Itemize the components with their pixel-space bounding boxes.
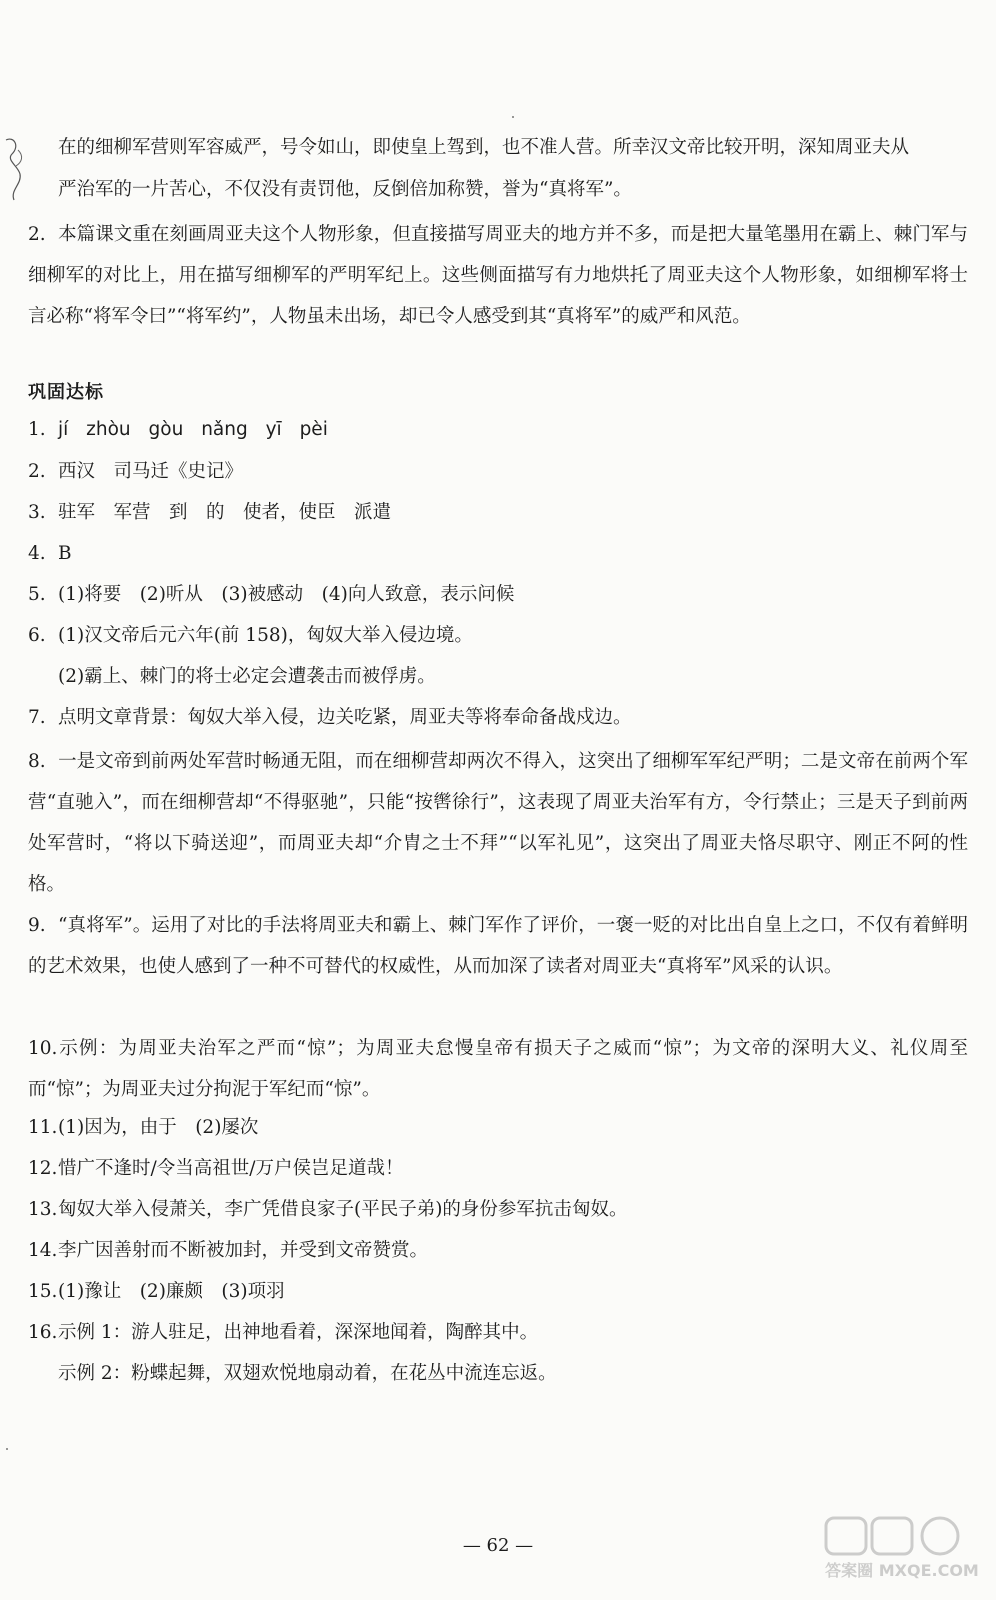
answer-text: 惜广不逢时/令当高祖世/万户侯岂足道哉！	[58, 1158, 404, 1179]
answer-text: (1)将要 (2)听从 (3)被感动 (4)向人致意，表示问候	[58, 584, 515, 605]
answer-6-sub: (2)霸上、棘门的将士必定会遭袭击而被俘虏。	[58, 666, 436, 687]
answer-16	[28, 1315, 968, 1350]
answer-number: 13.	[28, 1199, 58, 1220]
answer-number: 15.	[28, 1281, 58, 1302]
answer-number: 4.	[28, 543, 46, 564]
answer-number: 2.	[28, 461, 46, 482]
answer-number: 12.	[28, 1158, 58, 1179]
answer-number: 14.	[28, 1240, 58, 1261]
answer-text: (1)豫让 (2)廉颇 (3)项羽	[58, 1281, 285, 1302]
answer-3	[28, 495, 968, 530]
answer-text: 西汉 司马迁《史记》	[58, 461, 244, 482]
item-number: 2.	[28, 224, 46, 245]
answer-5	[28, 577, 968, 612]
answer-6	[28, 618, 968, 653]
answer-number: 9.	[28, 915, 46, 936]
answer-number: 16.	[28, 1322, 58, 1343]
answer-text: 一是文帝到前两处军营时畅通无阻，而在细柳营却两次不得入，这突出了细柳军军纪严明；二是文帝在前两个军营“直驰入”，而在细柳营却“不得驱驰”，只能“按辔徐行”，这表现了周亚夫治军有方，令行禁止；三是天子到前两处军营时，“将以下骑送迎”，而周亚夫却“介胄之士不拜”“以军礼见”，这突出了周亚夫恪尽职守、刚正不阿的性格。	[28, 751, 968, 895]
answer-16-sub: 示例 2：粉蝶起舞，双翅欢悦地扇动着，在花丛中流连忘返。	[58, 1363, 557, 1384]
answer-text: 匈奴大举入侵萧关，李广凭借良家子(平民子弟)的身份参军抗击匈奴。	[58, 1199, 628, 1220]
answer-7	[28, 700, 968, 735]
item-text: 本篇课文重在刻画周亚夫这个人物形象，但直接描写周亚夫的地方并不多，而是把大量笔墨用在霸上、棘门军与细柳军的对比上，用在描写细柳军的严明军纪上。这些侧面描写有力地烘托了周亚夫这个人物形象，如细柳军将士言必称“将军令曰”“将军约”，人物虽未出场，却已令人感受到其“真将军”的威严和风范。	[28, 224, 968, 327]
watermark-text: 答案圈 MXQE.COM	[825, 1561, 979, 1580]
handwritten-scribble-mark	[0, 132, 30, 204]
page-number: — 62 —	[462, 1535, 534, 1556]
answer-text: (1)汉文帝后元六年(前 158)，匈奴大举入侵边境。	[58, 625, 473, 646]
answer-10	[28, 1028, 968, 1110]
answer-8	[28, 741, 968, 905]
answer-number: 1.	[28, 419, 46, 440]
continuation-line-1: 在的细柳军营则军容威严，号令如山，即使皇上驾到，也不准人营。所幸汉文帝比较开明，深知周亚夫从	[58, 137, 910, 158]
watermark-logo	[822, 1514, 982, 1582]
answer-4	[28, 536, 968, 571]
answer-12	[28, 1151, 968, 1186]
answer-number: 3.	[28, 502, 46, 523]
speck	[6, 1448, 8, 1450]
answer-text: 示例 1：游人驻足，出神地看着，深深地闻着，陶醉其中。	[58, 1322, 539, 1343]
answer-9	[28, 905, 968, 987]
answer-text: 点明文章背景：匈奴大举入侵，边关吃紧，周亚夫等将奉命备战戍边。	[58, 707, 632, 728]
answer-text: 示例：为周亚夫治军之严而“惊”；为周亚夫怠慢皇帝有损天子之威而“惊”；为文帝的深明大义、礼仪周至而“惊”；为周亚夫过分拘泥于军纪而“惊”。	[28, 1038, 968, 1100]
answer-14	[28, 1233, 968, 1268]
answer-2	[28, 454, 968, 489]
answer-number: 5.	[28, 584, 46, 605]
answer-text: 李广因善射而不断被加封，并受到文帝赞赏。	[58, 1240, 429, 1261]
answer-text: B	[58, 543, 72, 564]
answer-text: 驻军 军营 到 的 使者，使臣 派遣	[58, 502, 392, 523]
continuation-line-2: 严治军的一片苦心，不仅没有责罚他，反倒倍加称赞，誉为“真将军”。	[58, 179, 632, 200]
section-title: 巩固达标	[28, 382, 104, 403]
speck	[512, 116, 514, 118]
answer-number: 6.	[28, 625, 46, 646]
answer-13	[28, 1192, 968, 1227]
answer-11	[28, 1110, 968, 1145]
answer-text: (1)因为，由于 (2)屡次	[58, 1117, 259, 1138]
answer-number: 10.	[28, 1038, 58, 1059]
answer-text: jí zhòu gòu nǎng yī pèi	[58, 419, 328, 440]
answer-15	[28, 1274, 968, 1309]
answer-number: 7.	[28, 707, 46, 728]
analysis-item-2	[28, 214, 968, 337]
answer-text: “真将军”。运用了对比的手法将周亚夫和霸上、棘门军作了评价，一褒一贬的对比出自皇上之口，不仅有着鲜明的艺术效果，也使人感到了一种不可替代的权威性，从而加深了读者对周亚夫“真将军”风采的认识。	[28, 915, 968, 977]
answer-number: 11.	[28, 1117, 58, 1138]
answer-1	[28, 412, 968, 447]
answer-number: 8.	[28, 751, 46, 772]
